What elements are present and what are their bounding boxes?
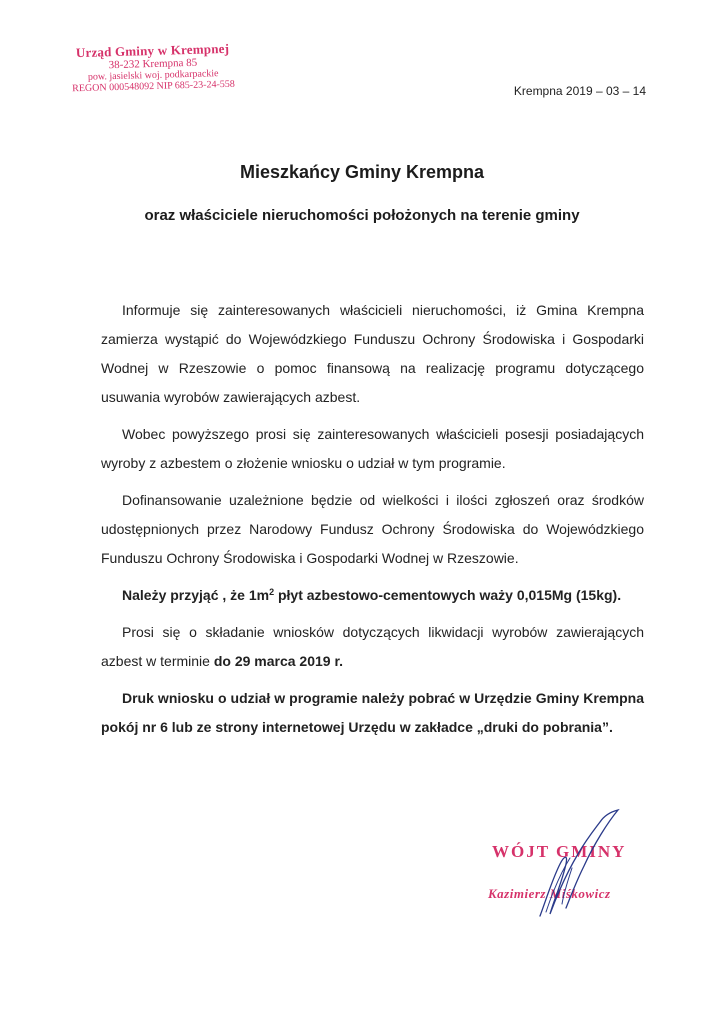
office-stamp [57,41,248,94]
paragraph-funding: Dofinansowanie uzależnione będzie od wielkości i ilości zgłoszeń oraz środków udostępnionych przez Narodowy Fundusz Ochrony Środowiska do Wojewódzkiego Funduszu Ochrony Środowiska i Gospodarki Wodnej w Rzeszowie. [101,492,644,566]
deadline-text: Prosi się o składanie wniosków dotyczących likwidacji wyrobów zawierających azbest w terminie [101,624,644,669]
paragraph-intro: Informuje się zainteresowanych właścicieli nieruchomości, iż Gmina Krempna zamierza wystąpić do Wojewódzkiego Funduszu Ochrony Środowiska i Gospodarki Wodnej w Rzeszowie o pomoc finansową na realizację programu dotyczącego usuwania wyrobów zawierających azbest. [101,302,644,405]
signature-rank: WÓJT GMINY [492,842,627,861]
stamp-office-name: Urząd Gminy w Krempnej [75,40,230,61]
weight-note-exponent: 2 [269,587,275,597]
paragraph-weight-note [101,581,644,610]
handwritten-signature [480,808,650,928]
stamp-address: 38-232 Krempna 85 [108,56,198,72]
paragraph-deadline [101,618,644,676]
document-title: Mieszkańcy Gminy Krempna [239,162,485,182]
document-subtitle: oraz właściciele nieruchomości położonych na terenie gminy [144,207,580,224]
weight-note-end: płyt azbestowo-cementowych waży 0,015Mg (15kg). [274,587,622,603]
stamp-ids: REGON 000548092 NIP 685-23-24-558 [72,78,235,95]
signature-stamp [480,808,650,928]
document-body [101,296,644,750]
paragraph-form-info: Druk wniosku o udział w programie należy pobrać w Urzędzie Gminy Krempna pokój nr 6 lub ze strony internetowej Urzędu w zakładce „druki do pobrania”. [101,690,644,735]
paragraph-request: Wobec powyższego prosi się zainteresowanych właścicieli posesji posiadających wyroby z azbestem o złożenie wniosku o udział w tym programie. [101,426,644,471]
document-date: Krempna 2019 – 03 – 14 [513,84,646,98]
deadline-date: do 29 marca 2019 r. [213,653,344,669]
signature-name: Kazimierz Miśkowicz [488,886,611,901]
weight-note-start: Należy przyjąć , że 1m [122,587,270,603]
stamp-district: pow. jasielski woj. podkarpackie [87,68,219,83]
